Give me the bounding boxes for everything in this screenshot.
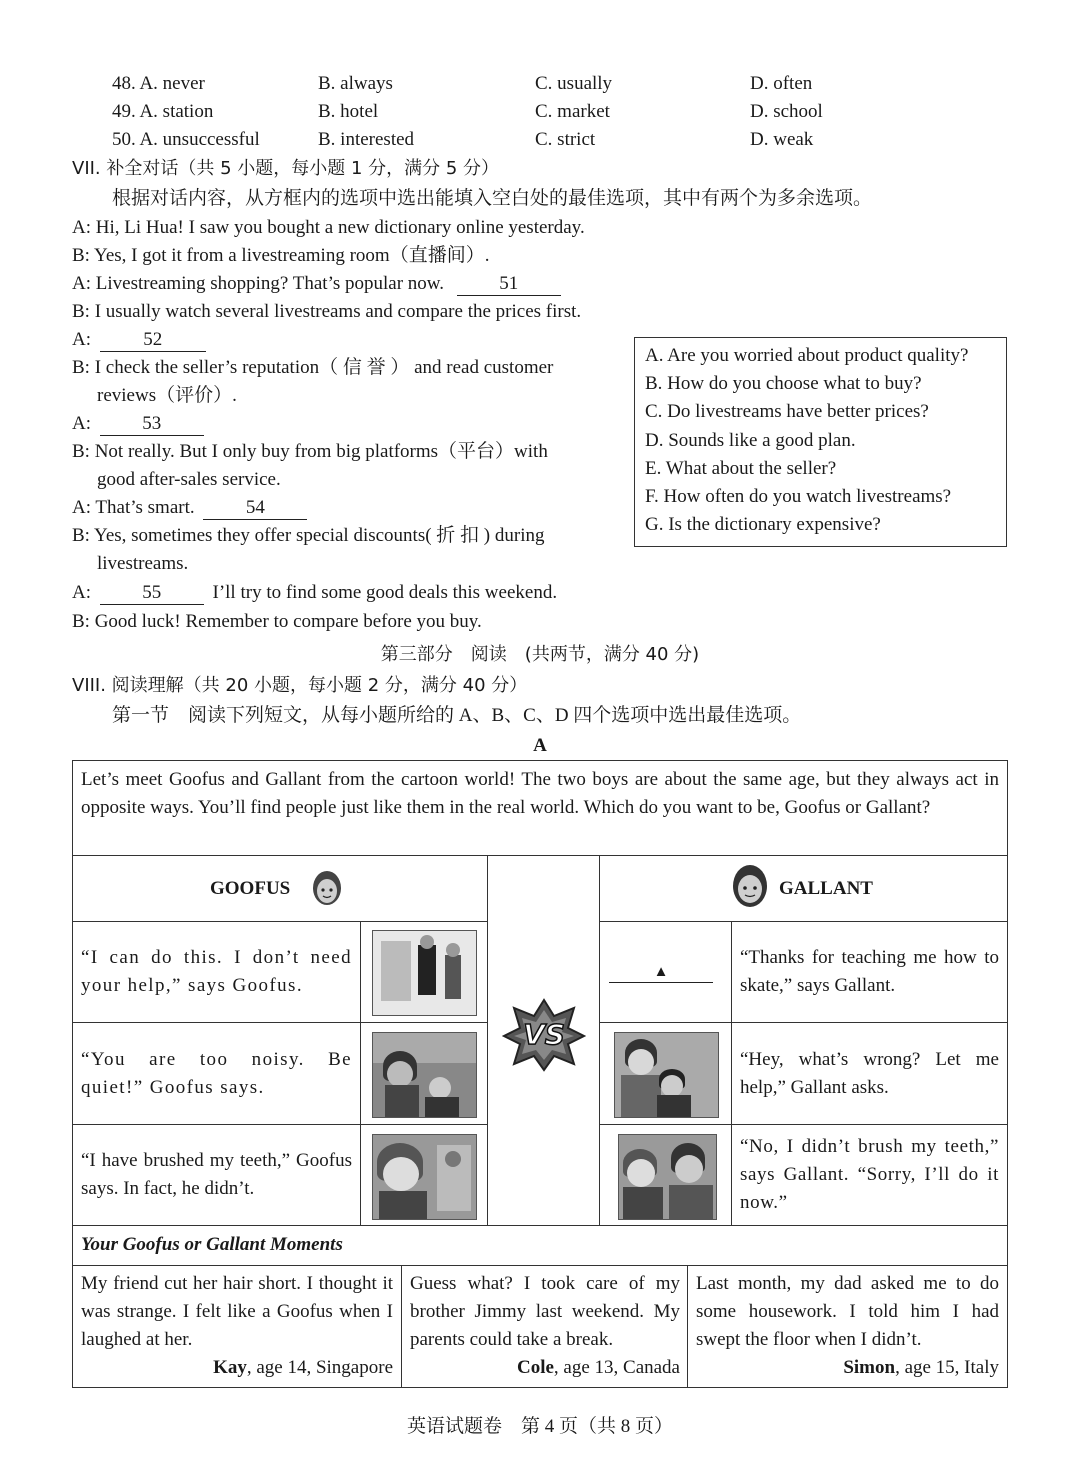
moment-3-author	[696, 1354, 999, 1382]
dialog-line-1: A: Hi, Li Hua! I saw you bought a new dictionary online yesterday.	[72, 217, 585, 238]
divider	[401, 1265, 402, 1388]
gallant-quote-1: “Thanks for teaching me how to skate,” says Gallant.	[740, 947, 999, 996]
speaker-a: A:	[72, 582, 91, 603]
blank-53[interactable]: 53	[100, 413, 204, 436]
q49-d: D. school	[750, 101, 823, 122]
goofus-noisy-image	[372, 1032, 477, 1118]
dialog-line-5	[72, 326, 206, 354]
goofus-quote-3: “I have brushed my teeth,” Goofus says. In fact, he didn’t.	[81, 1150, 352, 1199]
divider	[72, 855, 1008, 856]
q50-b: B. interested	[318, 129, 415, 150]
option-f: F. How often do you watch livestreams?	[645, 486, 952, 508]
vs-label: VS	[523, 1018, 565, 1051]
q50-d: D. weak	[750, 129, 814, 150]
goofus-teeth-image	[372, 1134, 477, 1220]
section-8-title: VIII. 阅读理解（共 20 小题，每小题 2 分，满分 40 分）	[72, 675, 528, 696]
divider	[599, 855, 600, 1225]
dialog-line-8b: good after-sales service.	[97, 469, 281, 490]
option-a: A. Are you worried about product quality?	[645, 345, 969, 366]
option-c: C. Do livestreams have better prices?	[645, 401, 929, 423]
gallant-help-image	[614, 1032, 719, 1118]
moment-1-author	[81, 1354, 393, 1382]
dialog-line-8a: B: Not really. But I only buy from big platforms（平台）with	[72, 441, 548, 462]
dialog-line-3-text: A: Livestreaming shopping? That’s popular now.	[72, 273, 445, 294]
divider	[72, 1225, 1008, 1226]
divider	[72, 1022, 487, 1023]
dialog-line-9-text: A: That’s smart.	[72, 497, 195, 518]
q48-c: C. usually	[535, 73, 613, 94]
option-g: G. Is the dictionary expensive?	[645, 514, 881, 536]
moment-1-info: , age 14, Singapore	[246, 1357, 393, 1378]
dialog-line-6b: reviews（评价）.	[97, 385, 237, 406]
dialog-line-9	[72, 494, 307, 522]
moment-1-text: My friend cut her hair short. I thought it was strange. I felt like a Goofus when I laughed at her.	[81, 1273, 393, 1350]
dialog-line-4: B: I usually watch several livestreams and compare the prices first.	[72, 301, 582, 322]
q49-b: B. hotel	[318, 101, 379, 122]
q50-c: C. strict	[535, 129, 596, 150]
gallant-title: GALLANT	[779, 878, 873, 899]
dialog-line-2: B: Yes, I got it from a livestreaming room（直播间）.	[72, 245, 490, 266]
divider	[487, 855, 488, 1225]
q50-a: 50. A. unsuccessful	[112, 129, 260, 150]
gallant-quote-2: “Hey, what’s wrong? Let me help,” Gallant asks.	[740, 1049, 999, 1098]
moment-3-info: , age 15, Italy	[895, 1357, 999, 1378]
speaker-a: A:	[72, 329, 91, 350]
divider	[731, 921, 732, 1225]
gallant-quote-3: “No, I didn’t brush my teeth,” says Gallant. “Sorry, I’ll do it now.”	[740, 1136, 999, 1213]
divider	[599, 1124, 1008, 1125]
gallant-avatar-icon	[730, 862, 770, 910]
blank-51[interactable]: 51	[457, 273, 561, 296]
divider	[687, 1265, 688, 1388]
option-b: B. How do you choose what to buy?	[645, 373, 922, 395]
goofus-title: GOOFUS	[210, 878, 291, 899]
blank-55[interactable]: 55	[100, 582, 204, 605]
section-7-instructions: 根据对话内容，从方框内的选项中选出能填入空白处的最佳选项，其中有两个为多余选项。	[112, 188, 873, 209]
divider	[599, 1022, 1008, 1023]
option-e: E. What about the seller?	[645, 457, 837, 479]
moment-3-name: Simon	[843, 1357, 896, 1378]
moments-title: Your Goofus or Gallant Moments	[81, 1234, 343, 1255]
options-box	[634, 337, 1007, 547]
part-3-heading: 第三部分 阅读 (共两节，满分 40 分)	[380, 644, 700, 665]
q48-a: 48. A. never	[112, 73, 205, 94]
dialog-line-12: B: Good luck! Remember to compare before you buy.	[72, 611, 482, 632]
moment-3-text: Last month, my dad asked me to do some housework. I told him I had swept the floor when I didn’t.	[696, 1273, 999, 1350]
moment-2-author	[410, 1354, 680, 1382]
speaker-a: A:	[72, 413, 91, 434]
q48-d: D. often	[750, 73, 813, 94]
goofus-avatar-icon	[310, 868, 344, 908]
dialog-line-11	[72, 579, 557, 607]
section-7-title: VII. 补全对话（共 5 小题，每小题 1 分，满分 5 分）	[72, 158, 500, 179]
gallant-teeth-image	[618, 1134, 717, 1220]
q49-a: 49. A. station	[112, 101, 214, 122]
divider	[360, 921, 361, 1225]
dialog-line-10a: B: Yes, sometimes they offer special discounts( 折 扣 ) during	[72, 525, 545, 546]
passage-intro: Let’s meet Goofus and Gallant from the cartoon world! The two boys are about the same age, but they always act in opposite ways. You’ll find people just like them in the real world. Which do you want to be, Goofus or Gallant?	[81, 769, 999, 818]
divider	[72, 921, 487, 922]
vs-logo-icon	[502, 998, 586, 1072]
dialog-line-6a: B: I check the seller’s reputation（ 信 誉 ） and read customer	[72, 357, 554, 378]
q49-c: C. market	[535, 101, 610, 122]
divider	[72, 1265, 1008, 1266]
moment-1-name: Kay	[213, 1357, 247, 1378]
dialog-line-7	[72, 410, 204, 438]
moment-2-text: Guess what? I took care of my brother Jimmy last weekend. My parents could take a break.	[410, 1273, 680, 1350]
goofus-quote-2: “You are too noisy. Be quiet!” Goofus says.	[81, 1049, 352, 1098]
q48-b: B. always	[318, 73, 393, 94]
section-8-instructions: 第一节 阅读下列短文，从每小题所给的 A、B、C、D 四个选项中选出最佳选项。	[112, 705, 802, 726]
page-footer: 英语试题卷 第 4 页（共 8 页）	[406, 1416, 673, 1437]
goofus-skating-image	[372, 930, 477, 1016]
dialog-line-3	[72, 270, 561, 298]
blank-54[interactable]: 54	[203, 497, 307, 520]
divider	[72, 1124, 487, 1125]
option-d: D. Sounds like a good plan.	[645, 429, 856, 451]
divider	[599, 921, 1008, 922]
dialog-line-11-text: I’ll try to find some good deals this weekend.	[212, 582, 558, 603]
blank-triangle[interactable]: ▲	[609, 962, 713, 983]
dialog-line-10b: livestreams.	[97, 553, 189, 574]
goofus-quote-1: “I can do this. I don’t need your help,” says Goofus.	[81, 947, 352, 996]
moment-2-name: Cole	[516, 1357, 554, 1378]
moment-2-info: , age 13, Canada	[553, 1357, 680, 1378]
blank-52[interactable]: 52	[100, 329, 206, 352]
passage-label: A	[533, 735, 547, 756]
